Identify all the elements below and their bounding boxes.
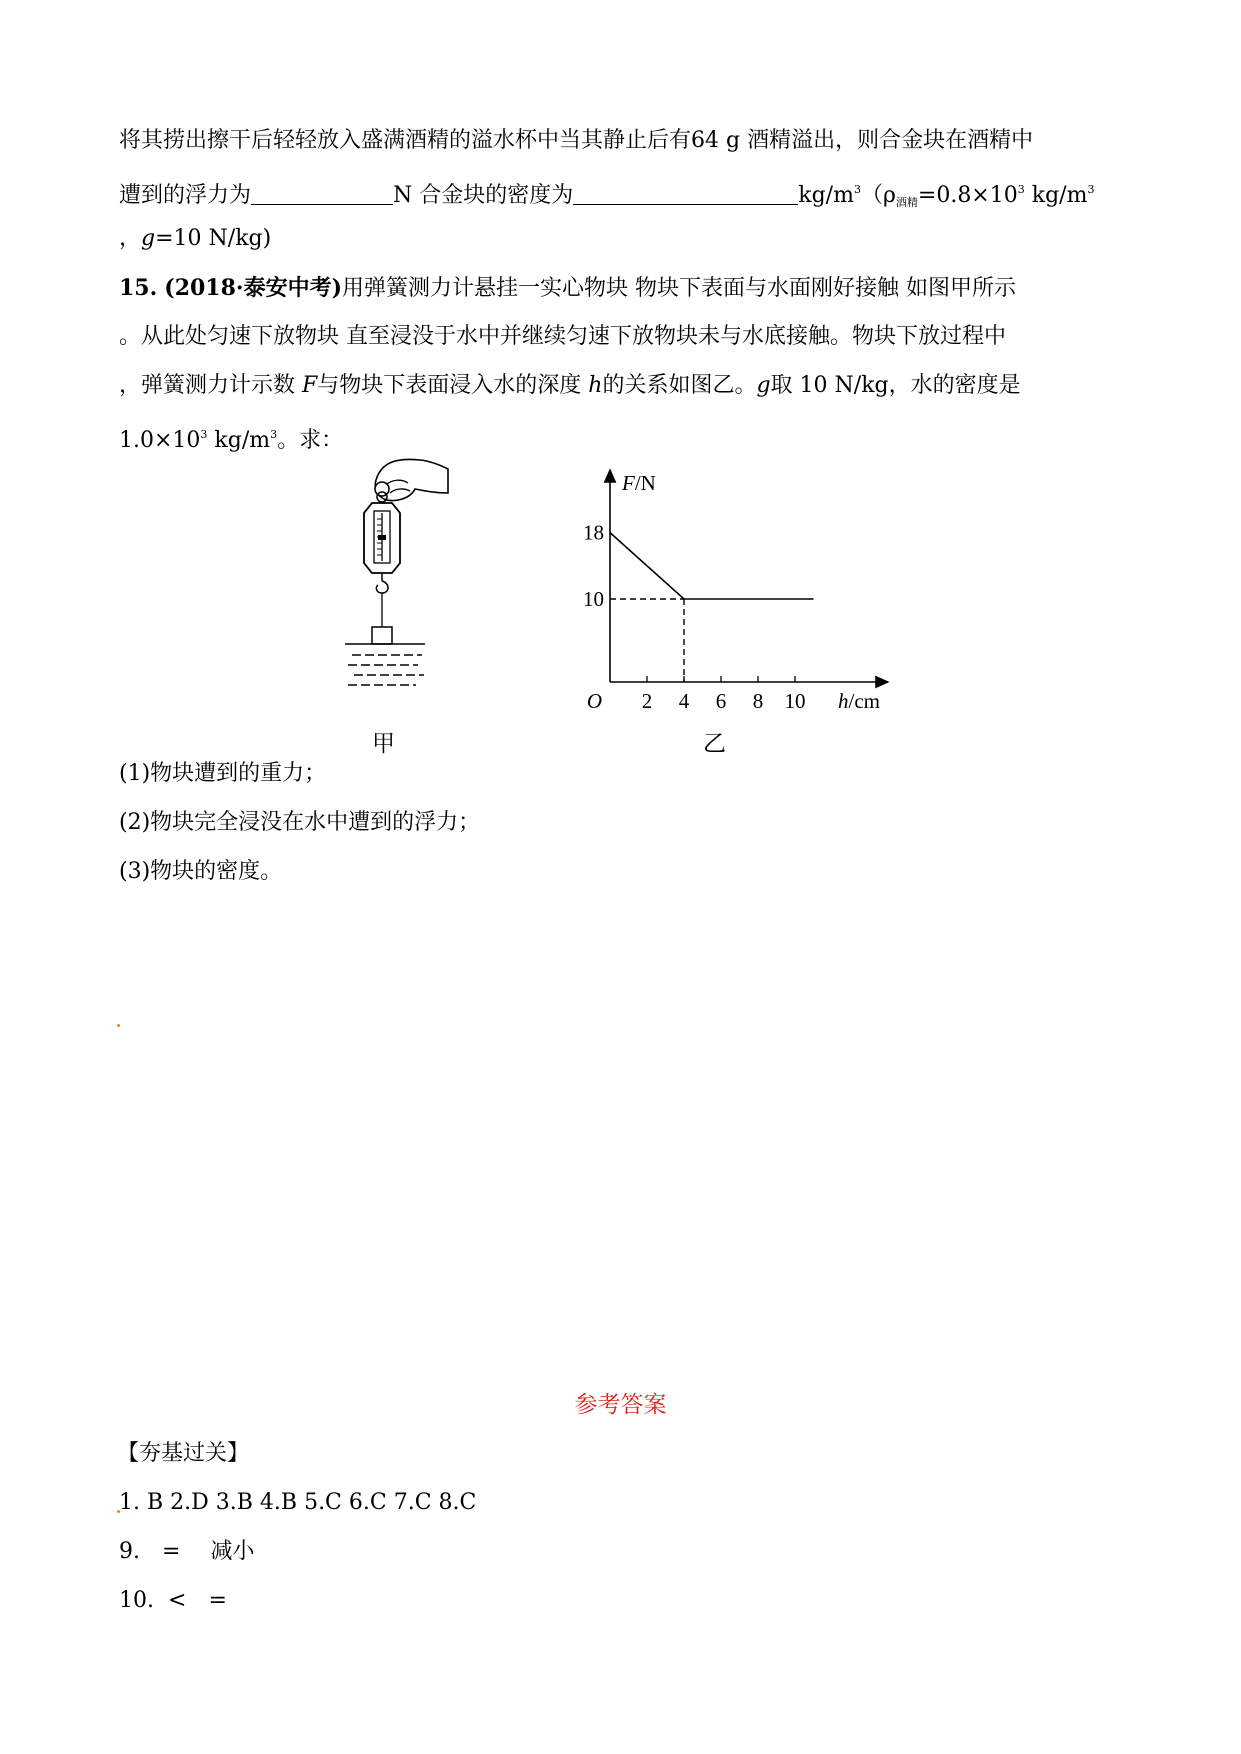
figure-jia-caption: 甲 <box>372 731 395 757</box>
p14-rho-unit: kg/m <box>1024 183 1088 208</box>
x-tick-label: 6 <box>715 689 727 713</box>
p15-line1-text: 用弹簧测力计悬挂一实心物块 物块下表面与水面刚好接触 如图甲所示 <box>342 276 1016 301</box>
y-axis-label: F/N <box>622 471 656 495</box>
p15-line2 <box>119 322 1006 352</box>
density-answer-blank[interactable] <box>573 182 798 205</box>
question-1-text: (1)物块遭到的重力； <box>119 761 327 786</box>
p15-text: 取 10 N/kg，水的密度是 <box>770 373 1021 398</box>
x-tick-label: 8 <box>752 689 764 713</box>
x-axis-label: h/cm <box>838 689 880 713</box>
y-tick-label: 18 <box>583 520 604 545</box>
problem-number: 15. <box>119 275 158 301</box>
p15-density-unit: kg/m <box>207 428 271 453</box>
p14-unit-exp: 3 <box>853 183 861 196</box>
answers-section <box>117 1439 249 1469</box>
p15-var-g: g <box>756 373 771 398</box>
answer-10-number: 10. <box>119 1588 154 1613</box>
p15-density-value: 1.0×10 <box>119 428 201 453</box>
question-2 <box>119 808 480 838</box>
p15-line2-text: 。从此处匀速下放物块 直至浸没于水中并继续匀速下放物块未与水底接触。物块下放过程中 <box>119 324 1006 349</box>
p14-comma: ， <box>119 226 142 251</box>
x-tick-label: 4 <box>678 689 690 713</box>
p15-density-unit-exp: 3 <box>270 428 278 441</box>
p15-text: 与物块下表面浸入水的深度 <box>317 373 589 398</box>
answer-9-b: 减小 <box>210 1539 255 1564</box>
answers-title: 参考答案 <box>574 1392 667 1418</box>
p15-text: 的关系如图乙。 <box>602 373 757 398</box>
p14-rho-exp: 3 <box>1017 183 1025 196</box>
question-3-text: (3)物块的密度。 <box>119 859 283 884</box>
answer-10-a: < <box>168 1588 187 1613</box>
p15-density-exp: 3 <box>200 428 208 441</box>
p15-var-h: h <box>588 373 603 398</box>
answer-9-a: = <box>162 1539 181 1564</box>
x-tick-label: 2 <box>641 689 653 713</box>
p14-rho-value: =0.8×10 <box>917 183 1018 208</box>
answers-row-1 <box>119 1488 476 1518</box>
p15-line3 <box>119 371 1021 401</box>
p14-g: g <box>141 226 156 251</box>
answers-row-2 <box>119 1537 254 1567</box>
p14-line3 <box>119 224 271 254</box>
stray-mark <box>117 1024 120 1027</box>
p15-line1 <box>119 273 1016 304</box>
answer-9-number: 9. <box>119 1539 140 1564</box>
figure-yi-caption: 乙 <box>703 731 726 757</box>
question-3 <box>119 857 282 887</box>
answers-row-1-text: 1. B 2.D 3.B 4.B 5.C 6.C 7.C 8.C <box>119 1490 477 1515</box>
p14-line1-text: 将其捞出擦干后轻轻放入盛满酒精的溢水杯中当其静止后有64 g 酒精溢出，则合金块在酒精中 <box>119 128 1034 153</box>
p15-line4 <box>119 420 343 456</box>
p15-text: ，弹簧测力计示数 <box>119 373 302 398</box>
block <box>372 627 392 644</box>
y-tick-label: 10 <box>583 587 604 611</box>
problem-source: (2018·泰安中考) <box>164 275 342 301</box>
spring-scale-figure <box>330 455 460 695</box>
answer-10-b: = <box>208 1588 227 1613</box>
p15-ask: 。求： <box>277 428 344 453</box>
question-1 <box>119 759 326 789</box>
x-tick-label: 10 <box>784 689 806 713</box>
p14-text-a: 遭到的浮力为 <box>119 183 252 208</box>
p14-line1 <box>119 126 1033 156</box>
series-line-0 <box>610 533 814 599</box>
p14-g-value: =10 N/kg) <box>155 226 272 251</box>
buoyancy-answer-blank[interactable] <box>251 182 393 205</box>
p14-rho-sub: 酒精 <box>895 196 918 209</box>
answers-section-label: 【夯基过关】 <box>117 1441 250 1466</box>
question-2-text: (2)物块完全浸没在水中遭到的浮力； <box>119 810 481 835</box>
p14-line2 <box>119 175 1094 218</box>
p14-rho-unit-exp: 3 <box>1087 183 1095 196</box>
p14-rho: （ρ <box>860 183 896 208</box>
p14-text-b: N 合金块的密度为 <box>393 183 574 208</box>
p14-unit: kg/m <box>798 183 854 208</box>
force-depth-chart <box>570 460 900 720</box>
answers-row-3 <box>119 1586 227 1616</box>
p15-var-F: F <box>302 373 318 398</box>
origin-label: O <box>586 689 602 713</box>
